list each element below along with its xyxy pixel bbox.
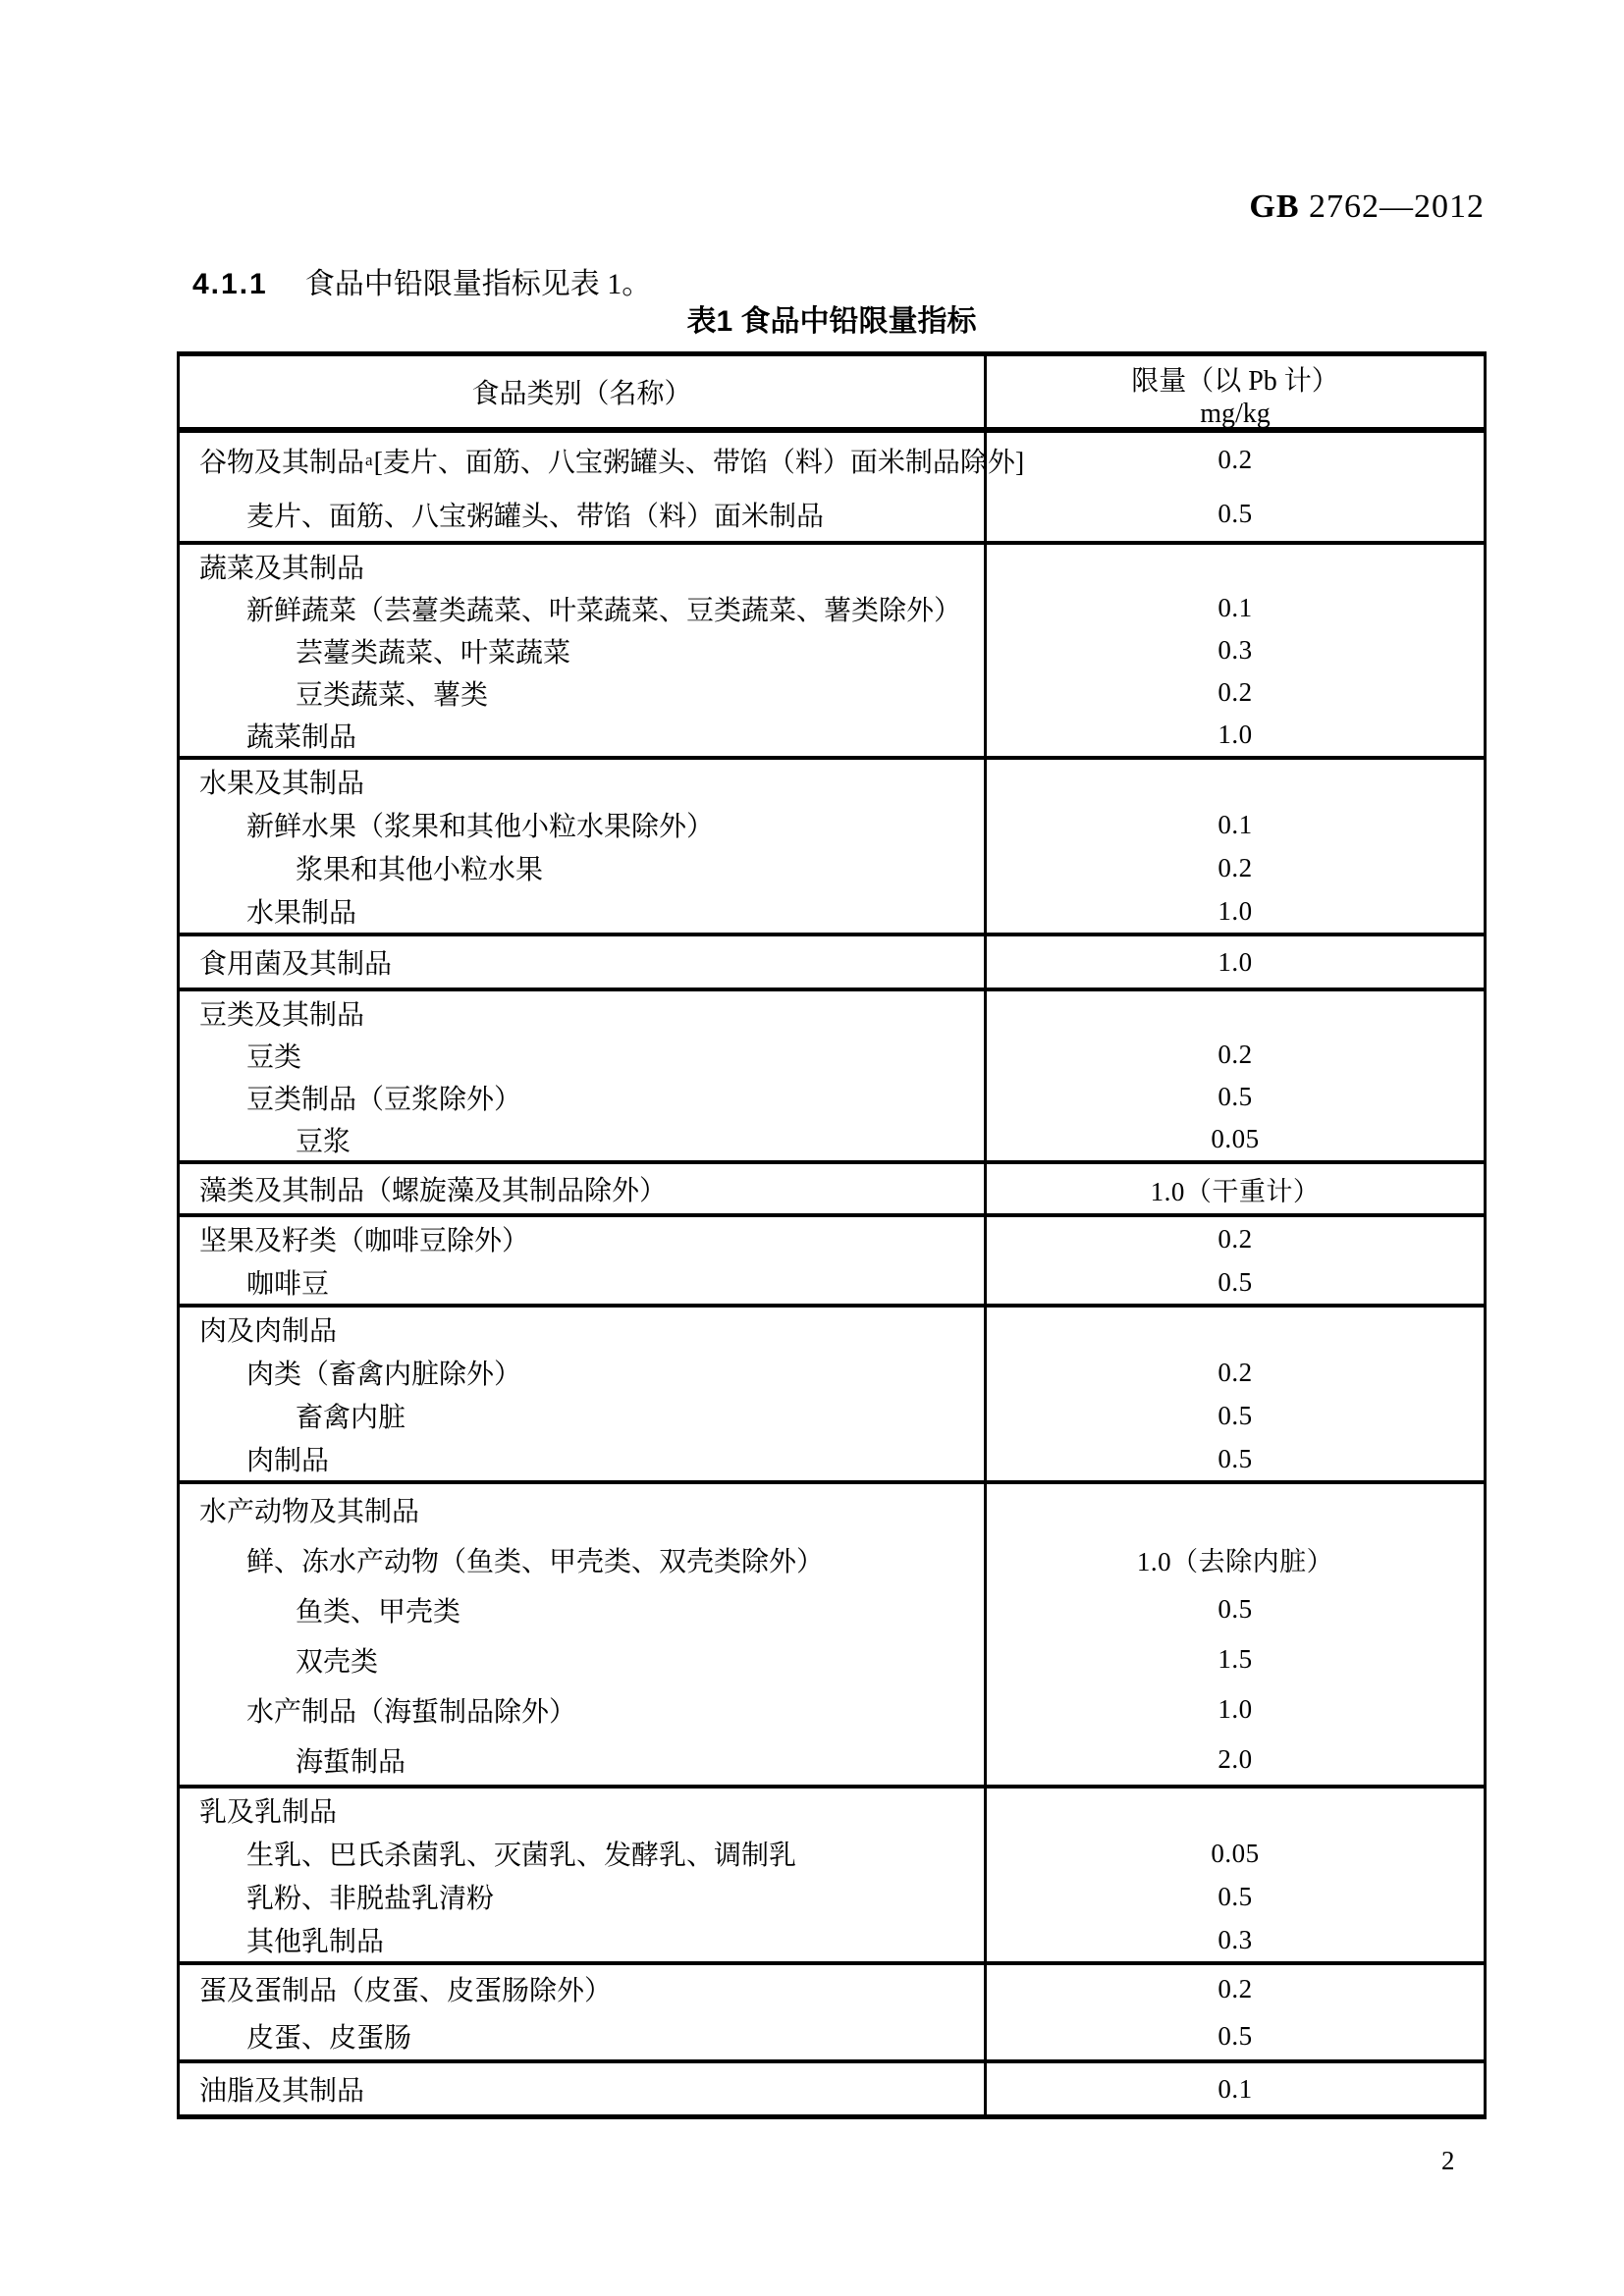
limit-cell: 2.0 [1218, 1744, 1253, 1774]
category-cell: 咖啡豆 [180, 1260, 987, 1304]
category-cell: 海蜇制品 [180, 1735, 987, 1785]
table-row [180, 1735, 1484, 1785]
category-cell: 水产制品（海蜇制品除外） [180, 1684, 987, 1735]
category-cell: 浆果和其他小粒水果 [180, 846, 987, 889]
table-row [180, 2012, 1484, 2059]
limit-cell: 0.5 [1218, 1443, 1253, 1473]
group-nuts-seeds [180, 1217, 1484, 1308]
limit-cell: 1.0 [1218, 720, 1253, 749]
category-cell: 豆浆 [180, 1118, 987, 1160]
category-cell: 生乳、巴氏杀菌乳、灭菌乳、发酵乳、调制乳 [180, 1832, 987, 1875]
limit-cell [987, 1789, 1484, 1832]
limit-cell: 0.2 [1218, 1973, 1253, 2003]
limit-cell: 1.5 [1218, 1644, 1253, 1674]
group-vegetables [180, 545, 1484, 760]
table-row [180, 760, 1484, 803]
table-row [180, 1118, 1484, 1160]
category-cell: 乳及乳制品 [180, 1789, 987, 1832]
category-cell: 豆类制品（豆浆除外） [180, 1076, 987, 1118]
table-header-row [180, 356, 1484, 433]
table-row [180, 487, 1484, 541]
limit-cell: 0.1 [1218, 2073, 1253, 2104]
table-row [180, 1875, 1484, 1918]
category-cell: 豆类及其制品 [180, 991, 987, 1034]
limit-cell: 0.05 [1211, 1838, 1260, 1868]
category-cell: 新鲜水果（浆果和其他小粒水果除外） [180, 803, 987, 846]
doc-code-prefix: GB [1249, 188, 1300, 225]
limit-cell: 1.0 [1218, 895, 1253, 926]
limit-cell: 0.5 [1218, 1400, 1253, 1430]
table-row [180, 1260, 1484, 1304]
category-cell: 其他乳制品 [180, 1918, 987, 1961]
limit-cell: 1.0 [1218, 946, 1253, 977]
table-row [180, 1034, 1484, 1076]
limit-cell: 0.2 [1218, 1357, 1253, 1387]
table-row [180, 1484, 1484, 1534]
limit-cell: 0.5 [1218, 2020, 1253, 2051]
limit-cell: 0.05 [1211, 1124, 1260, 1153]
table-row [180, 1437, 1484, 1480]
category-cell: 鱼类、甲壳类 [180, 1584, 987, 1634]
limit-cell: 0.2 [1218, 852, 1253, 882]
table-row [180, 1308, 1484, 1351]
category-text: [麦片、面筋、八宝粥罐头、带馅（料）面米制品除外] [373, 447, 1025, 478]
category-cell: 水产动物及其制品 [180, 1484, 987, 1534]
table-row [180, 714, 1484, 756]
group-algae [180, 1164, 1484, 1217]
category-cell: 肉制品 [180, 1437, 987, 1480]
limit-cell: 1.0 [1218, 1694, 1253, 1724]
group-fruits [180, 760, 1484, 936]
table-row [180, 889, 1484, 933]
limit-cell [987, 545, 1484, 587]
category-cell: 鲜、冻水产动物（鱼类、甲壳类、双壳类除外） [180, 1534, 987, 1584]
group-edible-fungi [180, 936, 1484, 991]
doc-code-number: 2762—2012 [1299, 188, 1485, 225]
limit-cell: 0.1 [1218, 809, 1253, 839]
category-cell: 蔬菜制品 [180, 714, 987, 756]
table-row [180, 1164, 1484, 1213]
group-aquatic [180, 1484, 1484, 1789]
category-cell: 芸薹类蔬菜、叶菜蔬菜 [180, 629, 987, 671]
table-title: 表1 食品中铅限量指标 [686, 305, 977, 338]
table-row [180, 1351, 1484, 1394]
table-row [180, 803, 1484, 846]
table-row [180, 1217, 1484, 1260]
table-row [180, 1789, 1484, 1832]
category-cell: 油脂及其制品 [180, 2063, 987, 2114]
group-meat [180, 1308, 1484, 1484]
category-cell: 新鲜蔬菜（芸薹类蔬菜、叶菜蔬菜、豆类蔬菜、薯类除外） [180, 587, 987, 629]
limit-cell [987, 1484, 1484, 1534]
limit-cell: 0.2 [1218, 445, 1253, 474]
category-cell: 蛋及蛋制品（皮蛋、皮蛋肠除外） [180, 1965, 987, 2012]
food-lead-limits-table [177, 351, 1487, 2119]
table-row [180, 671, 1484, 714]
table-row [180, 936, 1484, 988]
table-row [180, 629, 1484, 671]
clause-number: 4.1.1 [192, 268, 268, 300]
category-cell: 水果及其制品 [180, 760, 987, 803]
category-text: 谷物及其制品 [199, 447, 365, 478]
limit-cell: 1.0（去除内脏） [1136, 1547, 1334, 1576]
group-cereals [180, 433, 1484, 545]
limit-header-cell [987, 356, 1484, 427]
limit-cell: 0.2 [1218, 1223, 1253, 1254]
table-row [180, 991, 1484, 1034]
category-cell: 谷物及其制品 a [麦片、面筋、八宝粥罐头、带馅（料）面米制品除外] [180, 433, 987, 487]
page-number: 2 [1441, 2146, 1455, 2175]
limit-cell: 0.5 [1218, 1266, 1253, 1297]
limit-cell: 0.3 [1218, 1924, 1253, 1954]
table-row [180, 1534, 1484, 1584]
limit-cell: 0.2 [1218, 677, 1253, 707]
table-row [180, 1634, 1484, 1684]
category-cell: 乳粉、非脱盐乳清粉 [180, 1875, 987, 1918]
clause-text: 食品中铅限量指标见表 1。 [304, 268, 652, 300]
category-cell: 水果制品 [180, 889, 987, 933]
limit-cell: 0.5 [1218, 1881, 1253, 1911]
table-row [180, 1394, 1484, 1437]
limit-cell: 0.5 [1218, 499, 1253, 528]
table-row [180, 1584, 1484, 1634]
group-legumes [180, 991, 1484, 1164]
category-cell: 豆类蔬菜、薯类 [180, 671, 987, 714]
limit-cell [987, 991, 1484, 1034]
table-row [180, 433, 1484, 487]
limit-cell [987, 760, 1484, 803]
category-cell: 畜禽内脏 [180, 1394, 987, 1437]
category-cell: 双壳类 [180, 1634, 987, 1684]
table-row [180, 1076, 1484, 1118]
limit-cell: 0.5 [1218, 1594, 1253, 1624]
category-cell: 肉类（畜禽内脏除外） [180, 1351, 987, 1394]
table-row [180, 545, 1484, 587]
category-cell: 蔬菜及其制品 [180, 545, 987, 587]
category-cell: 食用菌及其制品 [180, 936, 987, 988]
table-row [180, 1965, 1484, 2012]
table-row [180, 1832, 1484, 1875]
table-row [180, 846, 1484, 889]
category-cell: 豆类 [180, 1034, 987, 1076]
category-cell: 坚果及籽类（咖啡豆除外） [180, 1217, 987, 1260]
group-milk [180, 1789, 1484, 1965]
limit-cell: 0.3 [1218, 635, 1253, 665]
limit-cell: 0.2 [1218, 1040, 1253, 1069]
category-header-cell: 食品类别（名称） [180, 356, 987, 427]
category-cell: 藻类及其制品（螺旋藻及其制品除外） [180, 1164, 987, 1213]
limit-header-label: 限量（以 Pb 计） [1131, 366, 1339, 397]
category-cell: 皮蛋、皮蛋肠 [180, 2012, 987, 2059]
group-fats-oils [180, 2063, 1484, 2114]
limit-cell: 0.5 [1218, 1082, 1253, 1111]
category-cell: 肉及肉制品 [180, 1308, 987, 1351]
limit-cell [987, 1308, 1484, 1351]
table-row [180, 2063, 1484, 2114]
category-cell: 麦片、面筋、八宝粥罐头、带馅（料）面米制品 [180, 487, 987, 541]
limit-header-unit: mg/kg [1200, 399, 1271, 429]
limit-cell: 1.0（干重计） [1150, 1176, 1321, 1206]
doc-code [1249, 188, 1485, 226]
table-row [180, 587, 1484, 629]
limit-cell: 0.1 [1218, 593, 1253, 622]
table-row [180, 1684, 1484, 1735]
table-row [180, 1918, 1484, 1961]
group-eggs [180, 1965, 1484, 2063]
